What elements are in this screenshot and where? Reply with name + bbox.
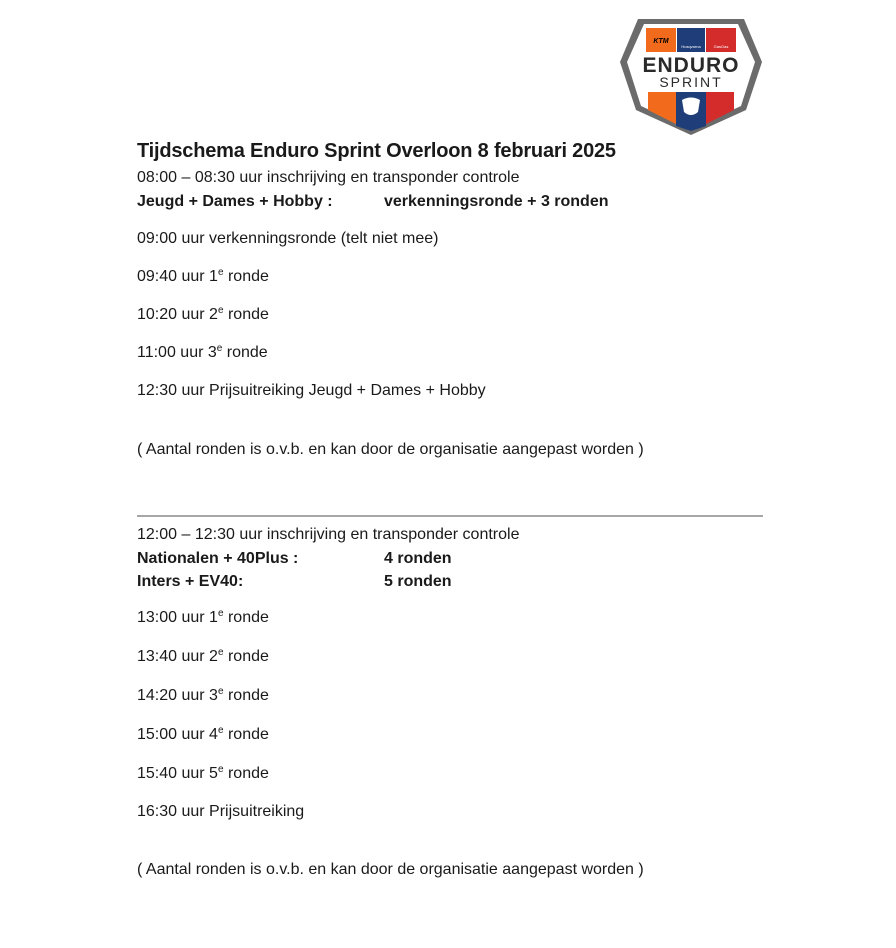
note-1: ( Aantal ronden is o.v.b. en kan door de organisatie aangepast worden ) — [137, 441, 644, 458]
schedule-item: 12:30 uur Prijsuitreiking Jeugd + Dames + Hobby — [137, 382, 486, 399]
note-2: ( Aantal ronden is o.v.b. en kan door de organisatie aangepast worden ) — [137, 861, 644, 878]
class-label: Jeugd + Dames + Hobby : — [137, 193, 333, 210]
schedule-item: 13:00 uur 1e ronde — [137, 608, 269, 626]
registration-1: 08:00 – 08:30 uur inschrijving en transponder controle — [137, 169, 520, 186]
helmet-icon — [682, 98, 700, 116]
class-value: 4 ronden — [384, 550, 452, 567]
svg-text:KTM: KTM — [653, 38, 669, 45]
schedule-item: 14:20 uur 3e ronde — [137, 686, 269, 704]
registration-2: 12:00 – 12:30 uur inschrijving en transponder controle — [137, 526, 520, 543]
schedule-item: 16:30 uur Prijsuitreiking — [137, 803, 305, 820]
schedule-item: 15:00 uur 4e ronde — [137, 725, 269, 743]
page-title: Tijdschema Enduro Sprint Overloon 8 februari 2025 — [137, 140, 616, 162]
schedule-item: 09:00 uur verkenningsronde (telt niet mee) — [137, 230, 439, 247]
class-label: Inters + EV40: — [137, 573, 244, 590]
class-value: verkenningsronde + 3 ronden — [384, 193, 609, 210]
enduro-sprint-logo — [620, 14, 762, 136]
schedule-item: 10:20 uur 2e ronde — [137, 305, 269, 323]
schedule-item: 13:40 uur 2e ronde — [137, 647, 269, 665]
svg-text:Husqvarna: Husqvarna — [681, 44, 701, 49]
schedule-item: 15:40 uur 5e ronde — [137, 764, 269, 782]
svg-text:ENDURO: ENDURO — [642, 54, 740, 77]
schedule-item: 09:40 uur 1e ronde — [137, 267, 269, 285]
svg-text:SPRINT: SPRINT — [659, 74, 723, 90]
section-divider — [137, 515, 763, 517]
class-label: Nationalen + 40Plus : — [137, 550, 299, 567]
svg-text:GasGas: GasGas — [713, 44, 729, 49]
class-value: 5 ronden — [384, 573, 452, 590]
schedule-item: 11:00 uur 3e ronde — [137, 343, 268, 361]
